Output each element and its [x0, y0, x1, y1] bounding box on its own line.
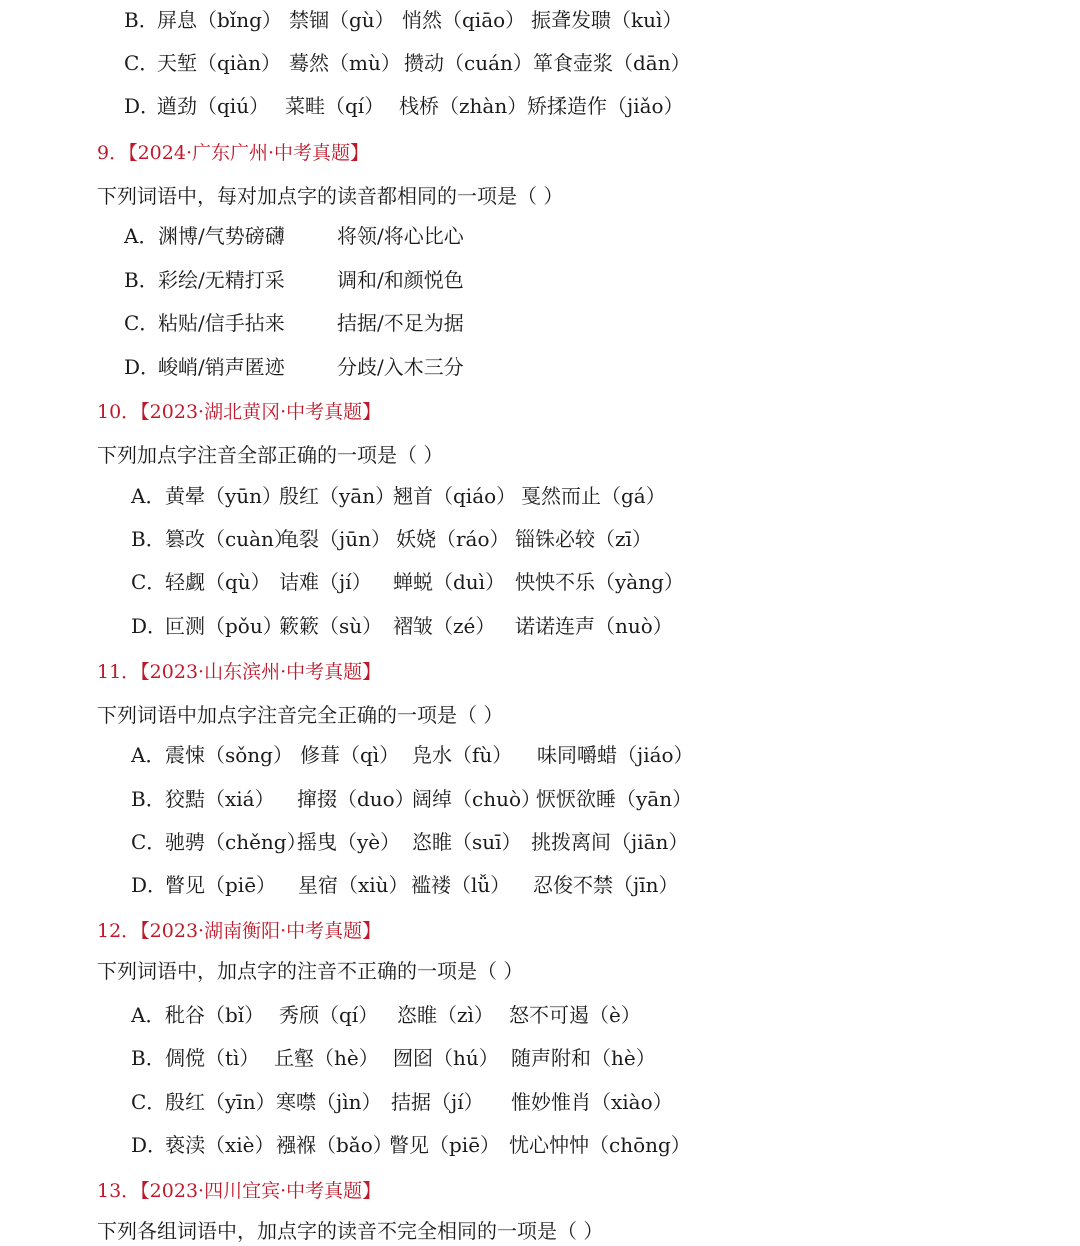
option-letter: C． — [124, 51, 160, 75]
option-item: 丘壑（hè） — [274, 1046, 379, 1070]
option-item: 狡黠（xiá） — [165, 787, 275, 811]
option-item: 星宿（xiù） — [298, 873, 409, 897]
option-item: 秀颀（qí） — [279, 1003, 379, 1027]
question-stem: 下列词语中，每对加点字的读音都相同的一项是（ ） — [97, 184, 564, 208]
option-item: 驰骋（chěng） — [165, 830, 307, 854]
option-item: 凫水（fù） — [412, 743, 513, 767]
option-letter: A． — [131, 484, 166, 508]
question-header: 9．【2024·广东广州·中考真题】 — [97, 142, 370, 164]
option-item: 分歧/入木三分 — [337, 355, 464, 379]
option-item: 轻觑（qù） — [165, 570, 271, 594]
option-item: 振聋发聩（kuì） — [531, 8, 683, 32]
option-item: 瞥见（piē） — [389, 1133, 501, 1157]
option-item: 悄然（qiāo） — [402, 8, 526, 32]
option-item: 彩绘/无精打采 — [158, 268, 285, 292]
option-item: 怏怏不乐（yàng） — [515, 570, 684, 594]
option-item: 黄晕（yūn） — [165, 484, 283, 508]
option-item: 栈桥（zhàn） — [399, 94, 528, 118]
question-header: 12．【2023·湖南衡阳·中考真题】 — [97, 920, 382, 942]
option-letter: B． — [124, 268, 159, 292]
option-item: 戛然而止（gá） — [521, 484, 666, 508]
option-item: 拮据/不足为据 — [337, 311, 464, 335]
option-letter: B． — [124, 8, 159, 32]
option-item: 龟裂（jūn） — [279, 527, 391, 551]
option-letter: B． — [131, 787, 166, 811]
option-letter: A． — [131, 743, 166, 767]
option-item: 震悚（sǒng） — [165, 743, 293, 767]
option-item: 攒动（cuán） — [404, 51, 533, 75]
option-item: 遒劲（qiú） — [157, 94, 270, 118]
option-item: 拮据（jí） — [391, 1090, 484, 1114]
option-item: 翘首（qiáo） — [393, 484, 517, 508]
option-letter: B． — [131, 1046, 166, 1070]
option-item: 恣睢（suī） — [412, 830, 522, 854]
option-item: 随声附和（hè） — [511, 1046, 656, 1070]
option-item: 菜畦（qí） — [285, 94, 385, 118]
option-item: 将领/将心比心 — [337, 224, 464, 248]
option-item: 篡改（cuàn） — [165, 527, 294, 551]
option-letter: D． — [131, 614, 168, 638]
question-header: 13．【2023·四川宜宾·中考真题】 — [97, 1180, 382, 1202]
option-item: 叵测（pǒu） — [165, 614, 283, 638]
option-item: 寒噤（jìn） — [276, 1090, 382, 1114]
option-item: 恣睢（zì） — [397, 1003, 494, 1027]
option-letter: D． — [131, 873, 168, 897]
option-item: 褴褛（lǚ） — [411, 873, 511, 897]
option-item: 矫揉造作（jiǎo） — [527, 94, 684, 118]
option-item: 粘贴/信手拈来 — [158, 311, 285, 335]
option-item: 调和/和颜悦色 — [337, 268, 464, 292]
option-item: 阔绰（chuò） — [412, 787, 542, 811]
option-letter: C． — [131, 570, 167, 594]
option-item: 天堑（qiàn） — [157, 51, 282, 75]
option-item: 瞥见（piē） — [165, 873, 277, 897]
option-item: 蓦然（mù） — [289, 51, 401, 75]
option-letter: C． — [124, 311, 160, 335]
option-item: 妖娆（ráo） — [396, 527, 510, 551]
question-header: 10．【2023·湖北黄冈·中考真题】 — [97, 401, 382, 423]
option-item: 簌簌（sù） — [279, 614, 383, 638]
option-item: 倜傥（tì） — [165, 1046, 260, 1070]
option-item: 味同嚼蜡（jiáo） — [537, 743, 694, 767]
option-item: 囫囵（hú） — [393, 1046, 499, 1070]
question-header: 11．【2023·山东滨州·中考真题】 — [97, 661, 382, 683]
option-letter: D． — [131, 1133, 168, 1157]
question-stem: 下列词语中加点字注音完全正确的一项是（ ） — [97, 703, 504, 727]
option-item: 忍俊不禁（jīn） — [533, 873, 679, 897]
option-item: 怒不可遏（è） — [509, 1003, 641, 1027]
option-item: 忧心忡忡（chōng） — [509, 1133, 691, 1157]
option-letter: A． — [124, 224, 159, 248]
option-item: 渊博/气势磅礴 — [158, 224, 285, 248]
option-letter: D． — [124, 355, 161, 379]
option-item: 殷红（yān） — [279, 484, 396, 508]
option-letter: D． — [124, 94, 161, 118]
question-stem: 下列各组词语中，加点字的读音不完全相同的一项是（ ） — [97, 1219, 604, 1243]
option-item: 锱铢必较（zī） — [515, 527, 652, 551]
question-stem: 下列加点字注音全部正确的一项是（ ） — [97, 443, 444, 467]
option-item: 蝉蜕（duì） — [393, 570, 506, 594]
option-item: 诺诺连声（nuò） — [515, 614, 673, 638]
option-item: 惟妙惟肖（xiào） — [511, 1090, 673, 1114]
option-item: 修葺（qì） — [300, 743, 400, 767]
option-item: 恹恹欲睡（yān） — [536, 787, 693, 811]
option-item: 褶皱（zé） — [393, 614, 496, 638]
option-item: 殷红（yīn） — [165, 1090, 276, 1114]
option-item: 峻峭/销声匿迹 — [158, 355, 285, 379]
option-item: 亵渎（xiè） — [165, 1133, 275, 1157]
option-letter: B． — [131, 527, 166, 551]
option-item: 挑拨离间（jiān） — [531, 830, 689, 854]
option-letter: A． — [131, 1003, 166, 1027]
option-item: 襁褓（bǎo） — [276, 1133, 393, 1157]
option-item: 禁锢（gù） — [289, 8, 395, 32]
option-item: 屏息（bǐng） — [157, 8, 282, 32]
option-item: 摇曳（yè） — [297, 830, 401, 854]
option-item: 撺掇（duo） — [297, 787, 415, 811]
option-item: 诘难（jí） — [279, 570, 372, 594]
option-letter: C． — [131, 830, 167, 854]
option-letter: C． — [131, 1090, 167, 1114]
question-stem: 下列词语中，加点字的注音不正确的一项是（ ） — [97, 959, 524, 983]
option-item: 箪食壶浆（dān） — [533, 51, 691, 75]
option-item: 秕谷（bǐ） — [165, 1003, 265, 1027]
